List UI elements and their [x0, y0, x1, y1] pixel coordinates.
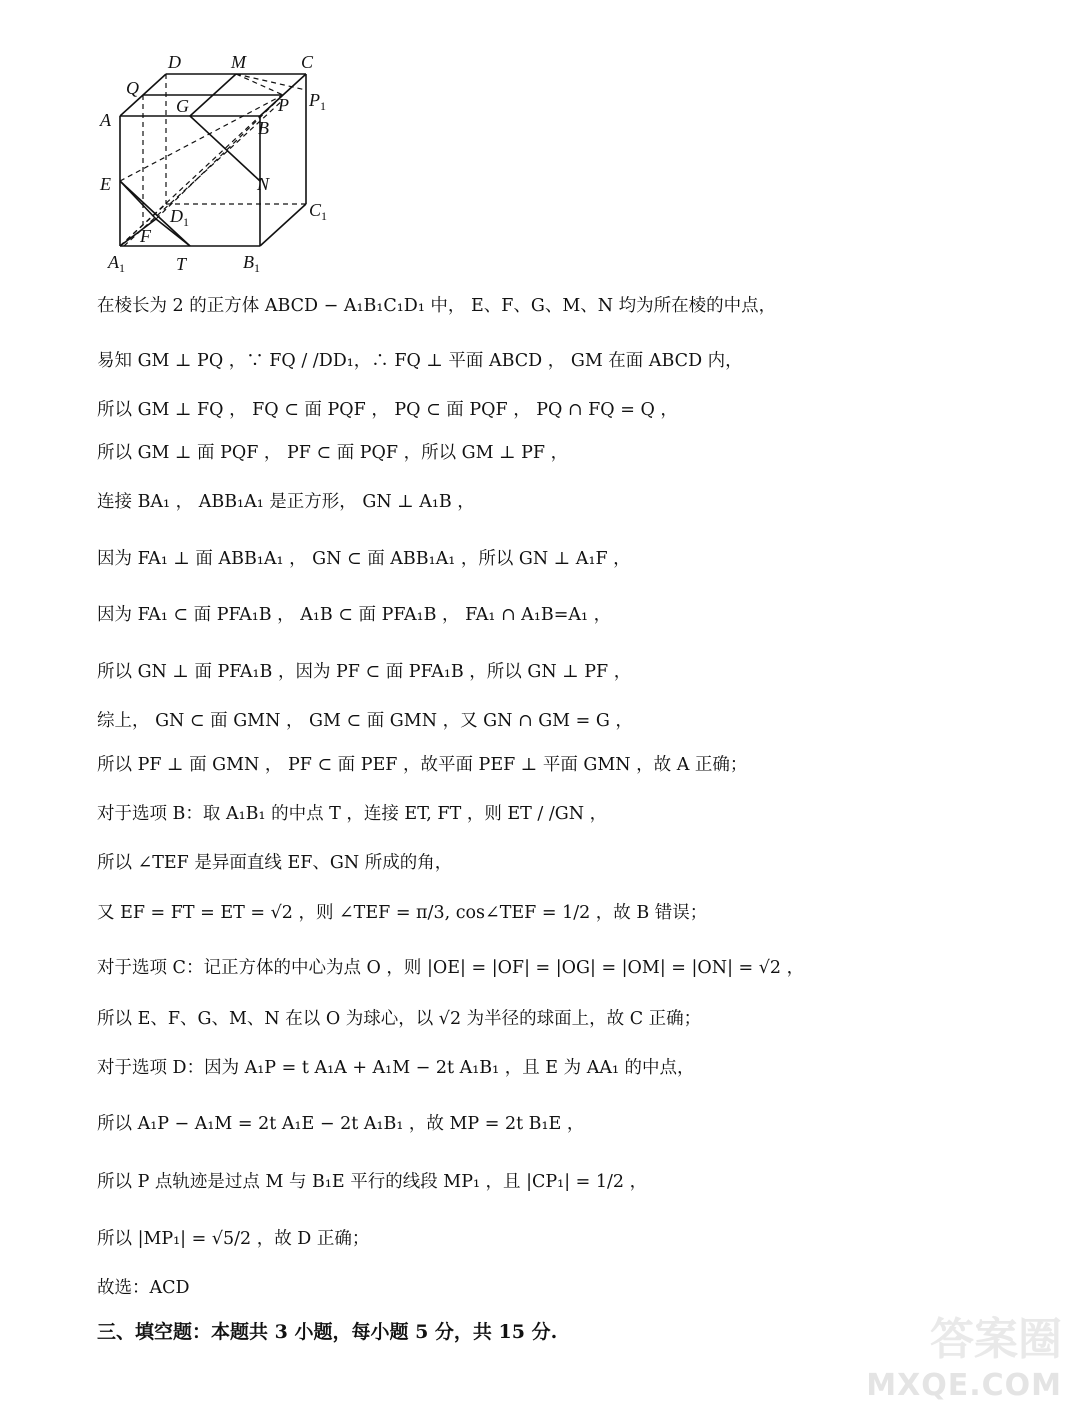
text-line: 对于选项 D：因为 A₁P = t A₁A + A₁M − 2t A₁B₁ ，且 E 为 AA₁ 的中点， [97, 1058, 695, 1078]
segment-EF [120, 181, 156, 219]
section-heading: 三、填空题：本题共 3 小题，每小题 5 分，共 15 分. [97, 1321, 558, 1343]
label-D: D [168, 52, 181, 72]
label-M: M [231, 52, 246, 72]
text-line: 所以 P 点轨迹是过点 M 与 B₁E 平行的线段 MP₁ ，且 |CP₁| = 1/2 ， [97, 1172, 648, 1192]
segment-MP [236, 74, 283, 95]
text-line: 易知 GM ⊥ PQ ，∵ FQ / /DD₁，∴ FQ ⊥ 平面 ABCD ， GM 在面 ABCD 内， [97, 351, 743, 371]
text-line: 故选：ACD [97, 1278, 190, 1298]
label-P1: $P_1$ [309, 90, 326, 113]
text-line: 所以 PF ⊥ 面 GMN ， PF ⊂ 面 PEF ，故平面 PEF ⊥ 平面 GMN ，故 A 正确； [97, 755, 748, 775]
text-line: 所以 ∠TEF 是异面直线 EF、GN 所成的角， [97, 853, 453, 873]
watermark-logo-text: 答案圈 [930, 1314, 1062, 1365]
text-line: 对于选项 B：取 A₁B₁ 的中点 T ，连接 ET, FT ，则 ET / /GN ， [97, 804, 608, 824]
label-A1: $A_1$ [108, 252, 125, 275]
segment-MP1 [236, 74, 306, 90]
watermark [866, 1303, 1062, 1403]
text-line: 因为 FA₁ ⊥ 面 ABB₁A₁ ， GN ⊂ 面 ABB₁A₁ ，所以 GN ⊥ A₁F ， [97, 549, 631, 569]
label-C: C [301, 52, 314, 72]
label-G: G [176, 96, 189, 116]
label-P: P [278, 95, 289, 115]
text-line: 所以 E、F、G、M、N 在以 O 为球心，以 √2 为半径的球面上，故 C 正确； [97, 1009, 702, 1029]
label-B: B [258, 118, 269, 138]
label-T: T [176, 254, 187, 274]
label-N: N [257, 174, 270, 194]
text-line: 所以 GN ⊥ 面 PFA₁B ，因为 PF ⊂ 面 PFA₁B ，所以 GN ⊥ PF ， [97, 662, 632, 682]
text-line: 对于选项 C：记正方体的中心为点 O ，则 |OE| = |OF| = |OG| = |OM| = |ON| = √2 ， [97, 958, 805, 978]
label-B1: $B_1$ [243, 252, 260, 275]
text-line: 又 EF = FT = ET = √2 ，则 ∠TEF = π/3, cos∠TEF = 1/2 ，故 B 错误； [97, 903, 708, 923]
segment-EP [120, 95, 283, 181]
text-line: 所以 |MP₁| = √5/2 ，故 D 正确； [97, 1229, 370, 1249]
watermark-url: MXQE.COM [866, 1368, 1062, 1403]
text-line: 所以 A₁P − A₁M = 2t A₁E − 2t A₁B₁ ，故 MP = 2t B₁E ， [97, 1114, 585, 1134]
label-Q: Q [126, 78, 139, 98]
text-line: 综上， GN ⊂ 面 GMN ， GM ⊂ 面 GMN ，又 GN ∩ GM = G ， [97, 711, 633, 731]
label-E: E [100, 174, 111, 194]
text-line: 所以 GM ⊥ 面 PQF ， PF ⊂ 面 PQF ，所以 GM ⊥ PF ， [97, 443, 569, 463]
text-line: 所以 GM ⊥ FQ ， FQ ⊂ 面 PQF ， PQ ⊂ 面 PQF ， PQ ∩ FQ = Q ， [97, 400, 678, 420]
cube-figure [96, 44, 346, 280]
text-line: 在棱长为 2 的正方体 ABCD − A₁B₁C₁D₁ 中， E、F、G、M、N 均为所在棱的中点， [97, 296, 777, 316]
label-A: A [100, 110, 111, 130]
label-C1: $C_1$ [309, 200, 328, 223]
label-D1: $D_1$ [170, 206, 189, 229]
text-line: 连接 BA₁ ， ABB₁A₁ 是正方形， GN ⊥ A₁B ， [97, 492, 475, 512]
edge-B1C1 [260, 204, 306, 246]
label-F: F [140, 226, 151, 246]
text-line: 因为 FA₁ ⊂ 面 PFA₁B ， A₁B ⊂ 面 PFA₁B ， FA₁ ∩ A₁B=A₁ ， [97, 605, 612, 625]
